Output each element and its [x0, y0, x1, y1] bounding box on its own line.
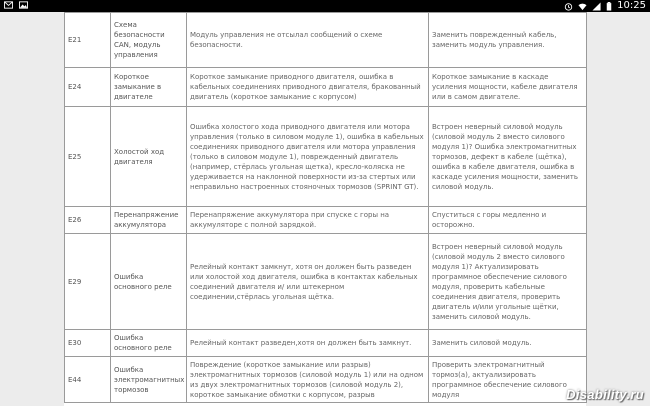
- error-cause: Короткое замыкание приводного двигателя, ошибка в кабельных соединениях приводного двигателя, бракованный двигатель (короткое замыкание с корпусом): [187, 68, 429, 107]
- signal-icon: [592, 2, 601, 11]
- error-code: E29: [65, 234, 111, 330]
- error-fix: Короткое замыкание в каскаде усиления мощности, кабеле двигателя или в самом двигателе.: [429, 68, 587, 107]
- error-name: Короткое замыкание в двигателе: [111, 68, 187, 107]
- table-row: [65, 234, 587, 330]
- error-code: E26: [65, 207, 111, 234]
- error-cause: Ошибка холостого хода приводного двигателя или мотора управления (только в силовом модуле 1), ошибка в кабельных соединениях приводного двигателя или мотора управления (только в силовом модуле 1), поврежденный двигатель (например, стёрлась угольная щетка), кресло-коляска не удерживается на наклонной поверхности из-за стертых или неправильно настроенных стояночных тормозов (SPRINT GT).: [187, 107, 429, 207]
- error-cause: Повреждение (короткое замыкание или разрыв) электромагнитных тормозов (силовой модуль 1) или на одном из двух электромагнитных тормозов (силовой модуль 2), короткое замыкание обмотки с корпусом, разрыв: [187, 357, 429, 403]
- table-row: [65, 68, 587, 107]
- error-code: E44: [65, 357, 111, 403]
- error-code: E30: [65, 330, 111, 357]
- battery-icon: [606, 2, 612, 11]
- error-name: Ошибка основного реле: [111, 234, 187, 330]
- error-name: Схема безопасности CAN, модуль управления: [111, 13, 187, 68]
- error-cause: Релейный контакт замкнут, хотя он должен быть разведен или холостой ход двигателя, ошибка в контактах кабельных соединений двигателя и/ или штекерном соединении,стёрлась угольная щётка.: [187, 234, 429, 330]
- error-name: Ошибка основного реле: [111, 330, 187, 357]
- error-fix: Встроен неверный силовой модуль (силовой модуль 2 вместо силового модуля 1)? Актуализировать программное обеспечение силового модуля, проверить кабельные соединения двигателя, проверить двигатель и/или угольные щётки, заменить силовой модуль.: [429, 234, 587, 330]
- watermark-logo: Disability.ru: [566, 387, 644, 402]
- clock-time: 10:25: [617, 0, 646, 11]
- table-row: [65, 357, 587, 403]
- error-cause: Перенапряжение аккумулятора при спуске с горы на аккумуляторе с полной зарядкой.: [187, 207, 429, 234]
- error-code: E25: [65, 107, 111, 207]
- error-code: E24: [65, 68, 111, 107]
- status-bar: [0, 0, 650, 12]
- error-name: Ошибка электромагнитных тормозов: [111, 357, 187, 403]
- error-cause: Релейный контакт разведен,хотя он должен быть замкнут.: [187, 330, 429, 357]
- error-codes-table: [64, 12, 587, 403]
- error-fix: Заменить силовой модуль.: [429, 330, 587, 357]
- error-fix: Проверить электромагнитный тормоз(а), актуализировать программное обеспечение силового модуля: [429, 357, 587, 403]
- error-fix: Заменить поврежденный кабель, заменить модуль управления.: [429, 13, 587, 68]
- error-cause: Модуль управления не отсылал сообщений о схеме безопасности.: [187, 13, 429, 68]
- alarm-icon: [564, 2, 573, 11]
- wifi-icon: [578, 2, 587, 11]
- error-name: Перенапряжение аккумулятора: [111, 207, 187, 234]
- table-row: [65, 330, 587, 357]
- document-page: [64, 12, 586, 406]
- error-fix: Встроен неверный силовой модуль (силовой модуль 2 вместо силового модуля 1)? Ошибка электромагнитных тормозов, дефект в кабеле (щётка), ошибка в кабеле двигателя, ошибка в каскаде усиления мощности, заменить силовой модуль.: [429, 107, 587, 207]
- error-name: Холостой ход двигателя: [111, 107, 187, 207]
- table-row: [65, 207, 587, 234]
- image-icon: [19, 1, 28, 9]
- table-row: [65, 107, 587, 207]
- table-row: [65, 13, 587, 68]
- mail-icon: [4, 1, 13, 9]
- error-fix: Спуститься с горы медленно и осторожно.: [429, 207, 587, 234]
- error-code: E21: [65, 13, 111, 68]
